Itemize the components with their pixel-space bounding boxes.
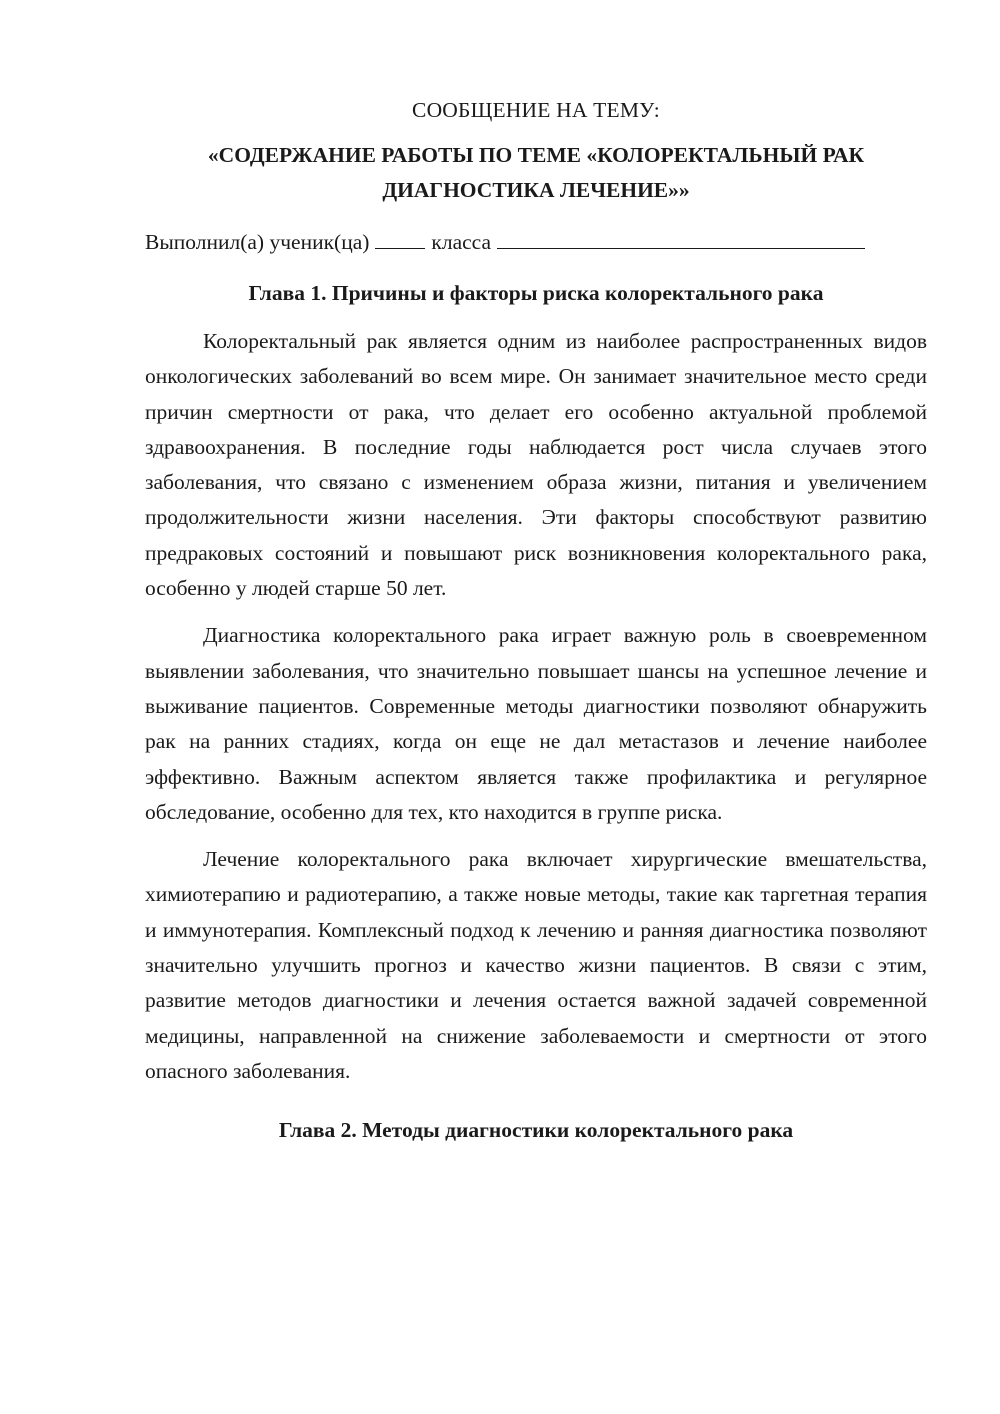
class-number-blank bbox=[375, 228, 425, 249]
document-title-line-1: «СОДЕРЖАНИЕ РАБОТЫ ПО ТЕМЕ «КОЛОРЕКТАЛЬНЫЙ РАК bbox=[207, 143, 865, 167]
document-title-line-2: ДИАГНОСТИКА ЛЕЧЕНИЕ»» bbox=[382, 178, 690, 202]
document-page bbox=[145, 96, 927, 1161]
chapter-2-heading: Глава 2. Методы диагностики колоректального рака bbox=[278, 1118, 794, 1143]
class-label: класса bbox=[431, 230, 492, 254]
author-line bbox=[145, 226, 927, 258]
chapter-1-paragraph: Диагностика колоректального рака играет важную роль в своевременном выявлении заболевания, что значительно повышает шансы на успешное лечение и выживание пациентов. Современные методы диагностики позволяют обнаружить рак на ранних стадиях, когда он еще не дал метастазов и лечение наиболее эффективно. Важным аспектом является также профилактика и регулярное обследование, особенно для тех, кто находится в группе риска. bbox=[145, 623, 927, 824]
document-title bbox=[145, 138, 927, 208]
author-label: Выполнил(а) ученик(ца) bbox=[145, 230, 370, 254]
chapter-1-heading: Глава 1. Причины и факторы риска колоректального рака bbox=[248, 281, 824, 305]
document-type-label: СООБЩЕНИЕ НА ТЕМУ: bbox=[412, 98, 660, 122]
student-name-blank bbox=[497, 228, 865, 249]
chapter-1-paragraph: Лечение колоректального рака включает хирургические вмешательства, химиотерапию и радиотерапию, а также новые методы, такие как таргетная терапия и иммунотерапия. Комплексный подход к лечению и ранняя диагностика позволяют значительно улучшить прогноз и качество жизни пациентов. В связи с этим, развитие методов диагностики и лечения остается важной задачей современной медицины, направленной на снижение заболеваемости и смертности от этого опасного заболевания. bbox=[145, 847, 927, 1083]
chapter-1-paragraph: Колоректальный рак является одним из наиболее распространенных видов онкологических заболеваний во всем мире. Он занимает значительное место среди причин смертности от рака, что делает его особенно актуальной проблемой здравоохранения. В последние годы наблюдается рост числа случаев этого заболевания, что связано с изменением образа жизни, питания и увеличением продолжительности жизни населения. Эти факторы способствуют развитию предраковых состояний и повышают риск возникновения колоректального рака, особенно у людей старше 50 лет. bbox=[145, 329, 927, 601]
